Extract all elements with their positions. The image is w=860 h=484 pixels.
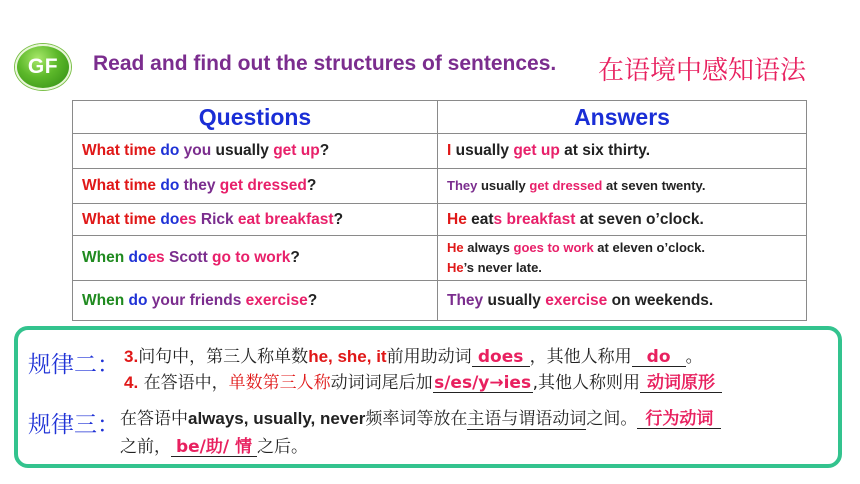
rule-three-line-one [120, 404, 721, 429]
cell-text-segment: they [179, 177, 216, 194]
cell-text-segment: ? [307, 291, 318, 309]
cell-text-segment: do [128, 249, 148, 266]
cell-text-segment: to work [543, 240, 594, 255]
answer-line [447, 142, 806, 160]
answer-line [447, 292, 806, 310]
answer-cell [438, 281, 807, 321]
cell-text-segment: When [82, 291, 129, 309]
cell-text-segment: eat breakfast [233, 210, 334, 228]
rule-text: 动词词尾后加 [330, 373, 433, 393]
cell-text-segment: What time [82, 177, 161, 194]
rule-number: 4. [124, 373, 139, 392]
rule-text: 问句中，第三人称单数 [138, 347, 309, 367]
rule-text: 之后。 [257, 437, 308, 457]
answer-line [447, 176, 806, 196]
answer-cell [438, 169, 807, 204]
cell-text-segment: es [179, 210, 197, 228]
cell-text-segment: ’s never late. [463, 260, 542, 275]
rule-two-line-two [124, 368, 722, 393]
table-row [73, 236, 807, 281]
cell-text-segment: your friends [147, 291, 242, 309]
rule-underline-text: 主语与谓语动词 [467, 409, 587, 429]
cell-text-segment: at six thirty. [559, 142, 650, 159]
table-row [73, 134, 807, 169]
cell-text-segment: do [160, 210, 180, 228]
cell-text-segment: es [147, 249, 165, 266]
table-row [73, 204, 807, 236]
cell-text-segment: at seven o’clock. [575, 210, 704, 228]
rule-number: 3. [124, 347, 139, 366]
rule-highlight: 单数第三人称 [228, 373, 331, 393]
answer-line [447, 258, 806, 278]
table-row [73, 281, 807, 321]
cell-text-segment: ? [333, 210, 344, 228]
cell-text-segment: ? [306, 177, 317, 194]
rule-text: 在答语中 [120, 409, 188, 429]
cell-text-segment: usually [451, 142, 514, 159]
cell-text-segment: usually [477, 178, 530, 193]
question-cell [73, 281, 438, 321]
answer-blank: s/es/y→ies [434, 373, 532, 393]
cell-text-segment: get up [513, 142, 560, 159]
rule-three-line-two [120, 432, 308, 457]
cell-text-segment: He [447, 210, 467, 228]
answer-cell [438, 134, 807, 169]
cell-text-segment: goes [513, 240, 544, 255]
cell-text-segment: at seven twenty. [602, 178, 706, 193]
cell-text-segment: on weekends. [607, 291, 714, 309]
answers-header: Answers [438, 101, 807, 134]
cell-text-segment: you [179, 142, 212, 159]
rule-two-line-one [124, 342, 703, 367]
answer-blank: 行为动词 [637, 411, 721, 429]
cell-text-segment: exercise [545, 291, 608, 309]
answer-blank: does [472, 349, 530, 367]
cell-text-segment: When [82, 249, 129, 266]
cell-text-segment: They [447, 291, 484, 309]
question-cell [73, 204, 438, 236]
rule-text: ，其他人称用 [529, 347, 632, 367]
cell-text-segment: usually [211, 142, 274, 159]
rule-text: 频率词等放在 [365, 409, 468, 429]
rule-text: 之间。 [586, 409, 638, 429]
cell-text-segment: get dressed [529, 178, 603, 193]
cell-text-segment: He [447, 240, 464, 255]
cell-text-segment: breakfast [502, 210, 576, 228]
cell-text-segment: Scott [164, 249, 208, 266]
cell-text-segment: He [447, 260, 464, 275]
cell-text-segment: exercise [241, 291, 308, 309]
cell-text-segment: get dressed [215, 177, 307, 194]
table-header-row [73, 101, 807, 134]
answer-cell [438, 204, 807, 236]
cell-text-segment: get up [273, 142, 320, 159]
cell-text-segment: always [463, 240, 514, 255]
qa-table [72, 100, 807, 321]
answer-blank: 动词原形 [640, 375, 722, 393]
rules-box [14, 326, 842, 468]
cell-text-segment: eat [466, 210, 494, 228]
question-cell [73, 134, 438, 169]
question-cell [73, 236, 438, 281]
cell-text-segment: They [447, 178, 478, 193]
gf-badge: GF [15, 44, 71, 90]
rule-adverbs: always, usually, never [188, 409, 366, 428]
questions-header: Questions [73, 101, 438, 134]
rule-two-label: 规律二： [28, 352, 120, 378]
cell-text-segment: ? [319, 142, 330, 159]
cell-text-segment: go to work [207, 249, 291, 266]
cell-text-segment: do [128, 291, 148, 309]
cell-text-segment: What time [82, 142, 161, 159]
question-cell [73, 169, 438, 204]
cell-text-segment: do [160, 142, 180, 159]
rule-text: 前用助动词 [386, 347, 472, 367]
cell-text-segment: ? [290, 249, 300, 266]
cell-text-segment: s [493, 210, 503, 228]
rule-text: 在答语中， [138, 373, 229, 393]
answer-blank: do [632, 349, 686, 367]
cell-text-segment: I [447, 142, 452, 159]
answer-line [447, 238, 806, 258]
cell-text-segment: usually [483, 291, 546, 309]
rule-text: ,其他人称则用 [532, 373, 640, 393]
chinese-title: 在语境中感知语法 [598, 56, 807, 86]
rule-pronouns: he, she, it [308, 347, 387, 366]
rule-three-label: 规律三： [28, 412, 120, 438]
rule-text: 之前， [120, 437, 171, 457]
answer-blank: be/助/ 情 [171, 439, 257, 457]
cell-text-segment: do [160, 177, 180, 194]
rule-text: 。 [685, 347, 703, 367]
answer-line [447, 211, 806, 229]
page-heading: Read and find out the structures of sentences. [93, 52, 557, 75]
cell-text-segment: Rick [196, 210, 234, 228]
cell-text-segment: at eleven o’clock. [593, 240, 705, 255]
cell-text-segment: What time [82, 210, 161, 228]
table-row [73, 169, 807, 204]
answer-cell [438, 236, 807, 281]
